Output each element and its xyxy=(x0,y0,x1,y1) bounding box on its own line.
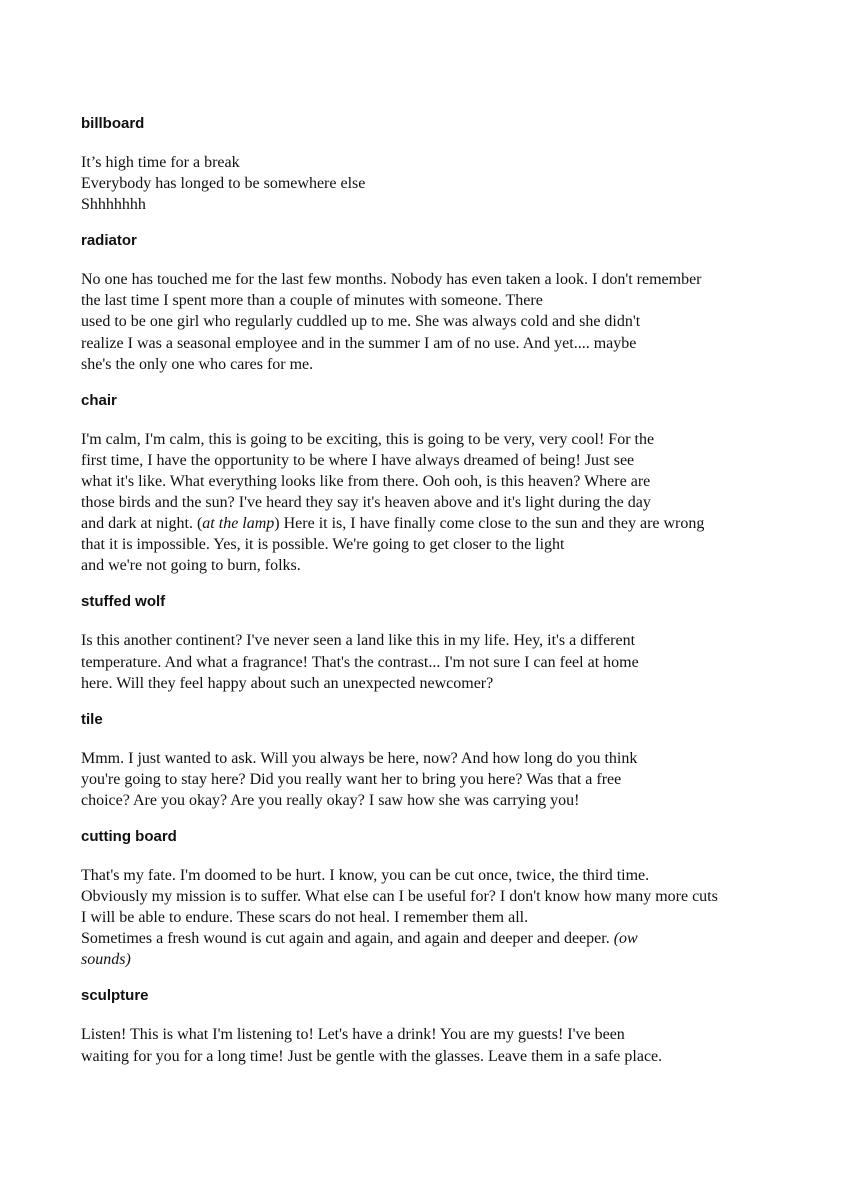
section-text xyxy=(81,429,788,577)
section-text xyxy=(81,269,788,374)
text-segment: Sometimes a fresh wound is cut again and again, and again and deeper and deeper. xyxy=(81,930,614,948)
text-line: No one has touched me for the last few months. Nobody has even taken a look. I don't remember xyxy=(81,271,702,289)
text-line xyxy=(81,513,788,534)
text-segment: ) Here it is, I have finally come close to the sun and they are wrong xyxy=(274,515,705,533)
section-heading: sculpture xyxy=(81,987,149,1005)
text-line: first time, I have the opportunity to be where I have always dreamed of being! Just see xyxy=(81,451,635,469)
text-line: realize I was a seasonal employee and in the summer I am of no use. And yet.... maybe xyxy=(81,334,637,352)
text-line: Is this another continent? I've never seen a land like this in my life. Hey, it's a different xyxy=(81,632,636,650)
text-line: temperature. And what a fragrance! That's the contrast... I'm not sure I can feel at home xyxy=(81,653,639,671)
section-heading: tile xyxy=(81,710,103,728)
stage-direction: sounds) xyxy=(81,951,131,969)
section-text xyxy=(81,1024,788,1066)
text-line: It’s high time for a break xyxy=(81,154,240,171)
section-heading: cutting board xyxy=(81,827,177,845)
section-chair xyxy=(81,391,788,577)
text-line: those birds and the sun? I've heard they say it's heaven above and it's light during the day xyxy=(81,494,651,512)
text-line: I will be able to endure. These scars do not heal. I remember them all. xyxy=(81,909,529,927)
text-line: you're going to stay here? Did you really want her to bring you here? Was that a free xyxy=(81,770,622,788)
text-line xyxy=(81,949,788,970)
section-heading: radiator xyxy=(81,232,137,250)
text-line: I'm calm, I'm calm, this is going to be exciting, this is going to be very, very cool! For the xyxy=(81,430,655,448)
text-line: choice? Are you okay? Are you really okay? I saw how she was carrying you! xyxy=(81,791,580,809)
text-line: here. Will they feel happy about such an unexpected newcomer? xyxy=(81,674,494,692)
section-heading: chair xyxy=(81,391,117,409)
text-line: she's the only one who cares for me. xyxy=(81,355,314,373)
text-line: what it's like. What everything looks like from there. Ooh ooh, is this heaven? Where are xyxy=(81,472,651,490)
text-line: the last time I spent more than a couple of minutes with someone. There xyxy=(81,292,543,310)
section-tile xyxy=(81,710,788,811)
text-line: used to be one girl who regularly cuddled up to me. She was always cold and she didn't xyxy=(81,313,641,331)
section-radiator xyxy=(81,231,788,374)
section-sculpture xyxy=(81,986,788,1066)
text-line: That's my fate. I'm doomed to be hurt. I know, you can be cut once, twice, the third time. xyxy=(81,866,650,884)
section-billboard xyxy=(81,114,788,215)
text-line: Mmm. I just wanted to ask. Will you always be here, now? And how long do you think xyxy=(81,749,638,767)
text-line: that it is impossible. Yes, it is possible. We're going to get closer to the light xyxy=(81,536,565,554)
section-text xyxy=(81,748,788,811)
text-segment: and dark at night. ( xyxy=(81,515,203,533)
section-stuffed-wolf xyxy=(81,592,788,693)
section-heading: stuffed wolf xyxy=(81,593,166,611)
section-text xyxy=(81,152,788,215)
text-line: Listen! This is what I'm listening to! Let's have a drink! You are my guests! I've been xyxy=(81,1026,625,1044)
text-line: Obviously my mission is to suffer. What else can I be useful for? I don't know how many more cuts xyxy=(81,888,718,906)
section-cutting-board xyxy=(81,827,788,970)
stage-direction: (ow xyxy=(613,930,638,948)
text-line xyxy=(81,928,788,949)
text-line: Shhhhhhh xyxy=(81,196,146,214)
stage-direction: at the lamp xyxy=(202,515,275,533)
text-line: and we're not going to burn, folks. xyxy=(81,557,301,575)
section-heading: billboard xyxy=(81,115,145,132)
text-line: Everybody has longed to be somewhere else xyxy=(81,175,366,193)
text-line: waiting for you for a long time! Just be gentle with the glasses. Leave them in a safe place. xyxy=(81,1047,663,1065)
section-text xyxy=(81,630,788,693)
section-text xyxy=(81,865,788,970)
